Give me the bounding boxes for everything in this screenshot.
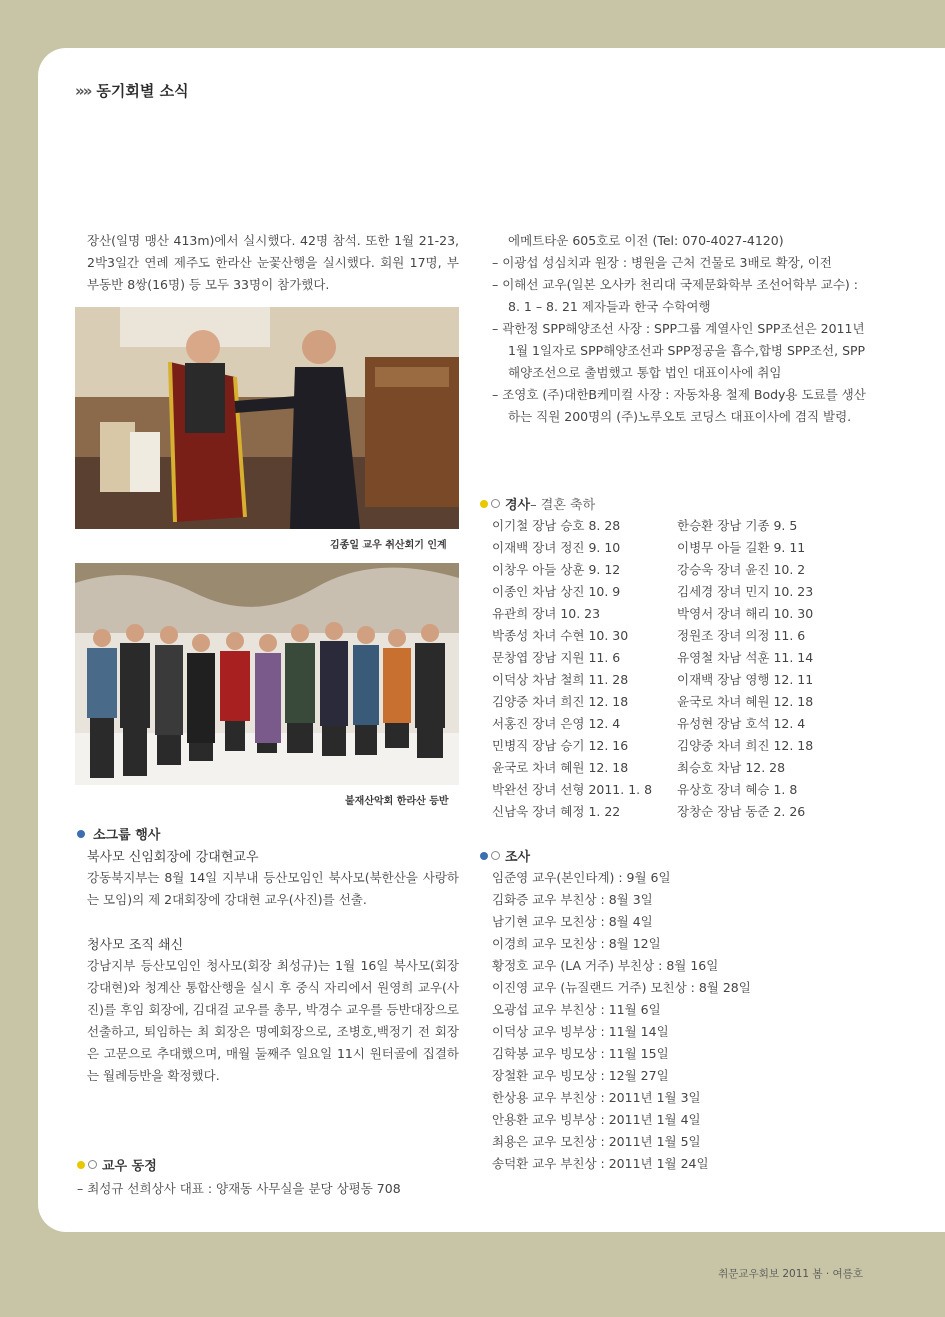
small-group-item-2 [87,934,459,1087]
list-item: 이경희 교우 모친상 : 8월 12일 [492,936,661,951]
small-group-body-1: 강동북지부는 8월 14일 지부내 등산모임인 북사모(북한산을 사랑하는 모임)의 제 2대회장에 강대현 교우(사진)를 선출. [87,870,459,907]
list-item: 이덕상 차남 철희 11. 28 [492,672,629,687]
small-group-body-2: 강남지부 등산모임인 청사모(회장 최성규)는 1월 16일 북사모(회장 강대현)와 청계산 통합산행을 실시 후 중식 자리에서 원영희 교우(사진)를 후임 회장에, 김대걸 교우를 총무, 박경수 교우를 등반대장으로 선출하고, 퇴임하는 최 회장은 명예회장으로, 조병호,백정기 전 회장은 고문으로 추대했으며, 매월 둘째주 일요일 11시 원터골에 집결하는 월례등반을 확정했다. [87,958,459,1083]
list-item: 송덕환 교우 부친상 : 2011년 1월 24일 [492,1156,709,1171]
page-title [75,80,189,101]
list-item: 오광섭 교우 부친상 : 11월 6일 [492,1002,661,1017]
list-item: 이진영 교우 (뉴질랜드 거주) 모친상 : 8월 28일 [492,980,751,995]
list-item: 이창우 아들 상훈 9. 12 [492,562,621,577]
intro-text: 장산(일명 맹산 413m)에서 실시했다. 42명 참석. 또한 1월 21-23, 2박3일간 연례 제주도 한라산 눈꽃산행을 실시했다. 회원 17명, 부부동반 8쌍(16명) 등 모두 33명이 참가했다. [87,233,459,292]
ring-icon [88,1160,97,1169]
list-item: 윤국로 차녀 혜원 12. 18 [677,694,814,709]
list-item: 김양중 차녀 희진 12. 18 [492,694,629,709]
alumni-news-section [77,1155,467,1200]
celebrations-heading: 경사 – 결혼 축하 [480,494,870,513]
list-item: 정원조 장녀 의정 11. 6 [677,628,806,643]
alumni-news-item: – 이광섭 성심치과 원장 : 병원을 근처 건물로 3배로 확장, 이전 [492,255,832,270]
page-footer [718,1266,863,1281]
alumni-news-continued [480,230,870,428]
list-item: 문창엽 장남 지원 11. 6 [492,650,621,665]
list-item: 이재백 장녀 정진 9. 10 [492,540,621,555]
list-item: 임준영 교우(본인타계) : 9월 6일 [492,870,671,885]
list-item: 이병무 아들 길환 9. 11 [677,540,806,555]
chevron-icon: »» [75,82,91,100]
list-item: 박종성 차녀 수현 10. 30 [492,628,629,643]
list-item: 신남욱 장녀 혜정 1. 22 [492,804,621,819]
alumni-news-item: – 이해선 교우(일본 오사카 천리대 국제문화학부 조선어학부 교수) : 8. 1 – 8. 21 제자들과 한국 수학여행 [492,277,858,314]
section-title: 동기회별 소식 [96,82,189,100]
alumni-news-item: – 조영호 (주)대한B케미컬 사장 : 자동차용 철제 Body용 도료를 생산하는 직원 200명의 (주)노루오토 코딩스 대표이사에 겸직 발령. [492,387,866,424]
list-item: 이덕상 교우 빙부상 : 11월 14일 [492,1024,669,1039]
small-group-title-2: 청사모 조직 쇄신 [87,938,184,953]
list-item: 김세경 장녀 민지 10. 23 [677,584,814,599]
small-group-section [77,824,467,843]
list-item: 이기철 장남 승호 8. 28 [492,518,621,533]
alumni-news-continuation: 에메트타운 605호로 이전 (Tel: 070-4027-4120) [508,233,784,248]
blue-bullet-icon [77,830,85,838]
list-item: 남기현 교우 모친상 : 8월 4일 [492,914,653,929]
ring-icon [491,499,500,508]
list-item: 한승환 장남 기종 9. 5 [677,518,798,533]
alumni-news-heading: 교우 동정 [77,1155,467,1174]
list-item: 윤국로 차녀 혜원 12. 18 [492,760,629,775]
hiking-group-photo [75,563,459,785]
intro-block [87,230,459,296]
ring-icon [491,851,500,860]
small-group-item-1 [87,846,459,911]
blue-bullet-icon [480,852,488,860]
condolences-list [480,867,870,1175]
list-item: 장철환 교우 빙모상 : 12월 27일 [492,1068,669,1083]
list-item: 한상용 교우 부친상 : 2011년 1월 3일 [492,1090,701,1105]
list-item: 최용은 교우 모친상 : 2011년 1월 5일 [492,1134,701,1149]
list-item: 이재백 장남 영행 12. 11 [677,672,814,687]
alumni-news-first-item: – 최성규 선희상사 대표 : 양재동 사무실을 분당 상평동 708 [77,1181,401,1196]
list-item: 김학봉 교우 빙모상 : 11월 15일 [492,1046,669,1061]
small-group-title-1: 북사모 신임회장에 강대현교우 [87,850,259,865]
alumni-news-item: – 곽한정 SPP해양조선 사장 : SPP그룹 계열사인 SPP조선은 2011년 1월 1일자로 SPP해양조선과 SPP정공을 흡수,합병 SPP조선, SPP해양조선으로 출범했고 통합 법인 대표이사에 취임 [492,321,866,380]
list-item: 유영철 차남 석훈 11. 14 [677,650,814,665]
yellow-bullet-icon [480,500,488,508]
photo-caption-2: 불재산악회 한라산 등반 [345,796,449,807]
celebrations-section [480,494,870,823]
condolences-heading: 조사 [480,846,870,865]
footer-publication: 취문교우회보 [718,1268,779,1280]
list-item: 황정호 교우 (LA 거주) 부친상 : 8월 16일 [492,958,719,973]
list-item: 박영서 장녀 해리 10. 30 [677,606,814,621]
list-item: 장창순 장남 동준 2. 26 [677,804,806,819]
list-item: 김양중 차녀 희진 12. 18 [677,738,814,753]
list-item: 김화증 교우 부친상 : 8월 3일 [492,892,653,907]
list-item: 서홍진 장녀 은영 12. 4 [492,716,621,731]
list-item: 유상호 장녀 혜승 1. 8 [677,782,798,797]
photo-caption-1: 김종일 교우 취산회기 인계 [330,540,447,551]
footer-issue: 2011 봄 · 여름호 [782,1268,863,1280]
list-item: 안용환 교우 빙부상 : 2011년 1월 4일 [492,1112,701,1127]
list-item: 유성현 장남 호석 12. 4 [677,716,806,731]
condolences-section [480,846,870,1175]
list-item: 강승욱 장녀 윤진 10. 2 [677,562,806,577]
celebrations-list [480,515,870,823]
list-item: 유관희 장녀 10. 23 [492,606,601,621]
small-group-heading: 소그룹 행사 [77,824,467,843]
yellow-bullet-icon [77,1161,85,1169]
ceremony-photo [75,307,459,529]
list-item: 최승호 차남 12. 28 [677,760,786,775]
list-item: 민병직 장남 승기 12. 16 [492,738,629,753]
list-item: 이종인 차남 상진 10. 9 [492,584,621,599]
list-item: 박완선 장녀 선형 2011. 1. 8 [492,782,653,797]
